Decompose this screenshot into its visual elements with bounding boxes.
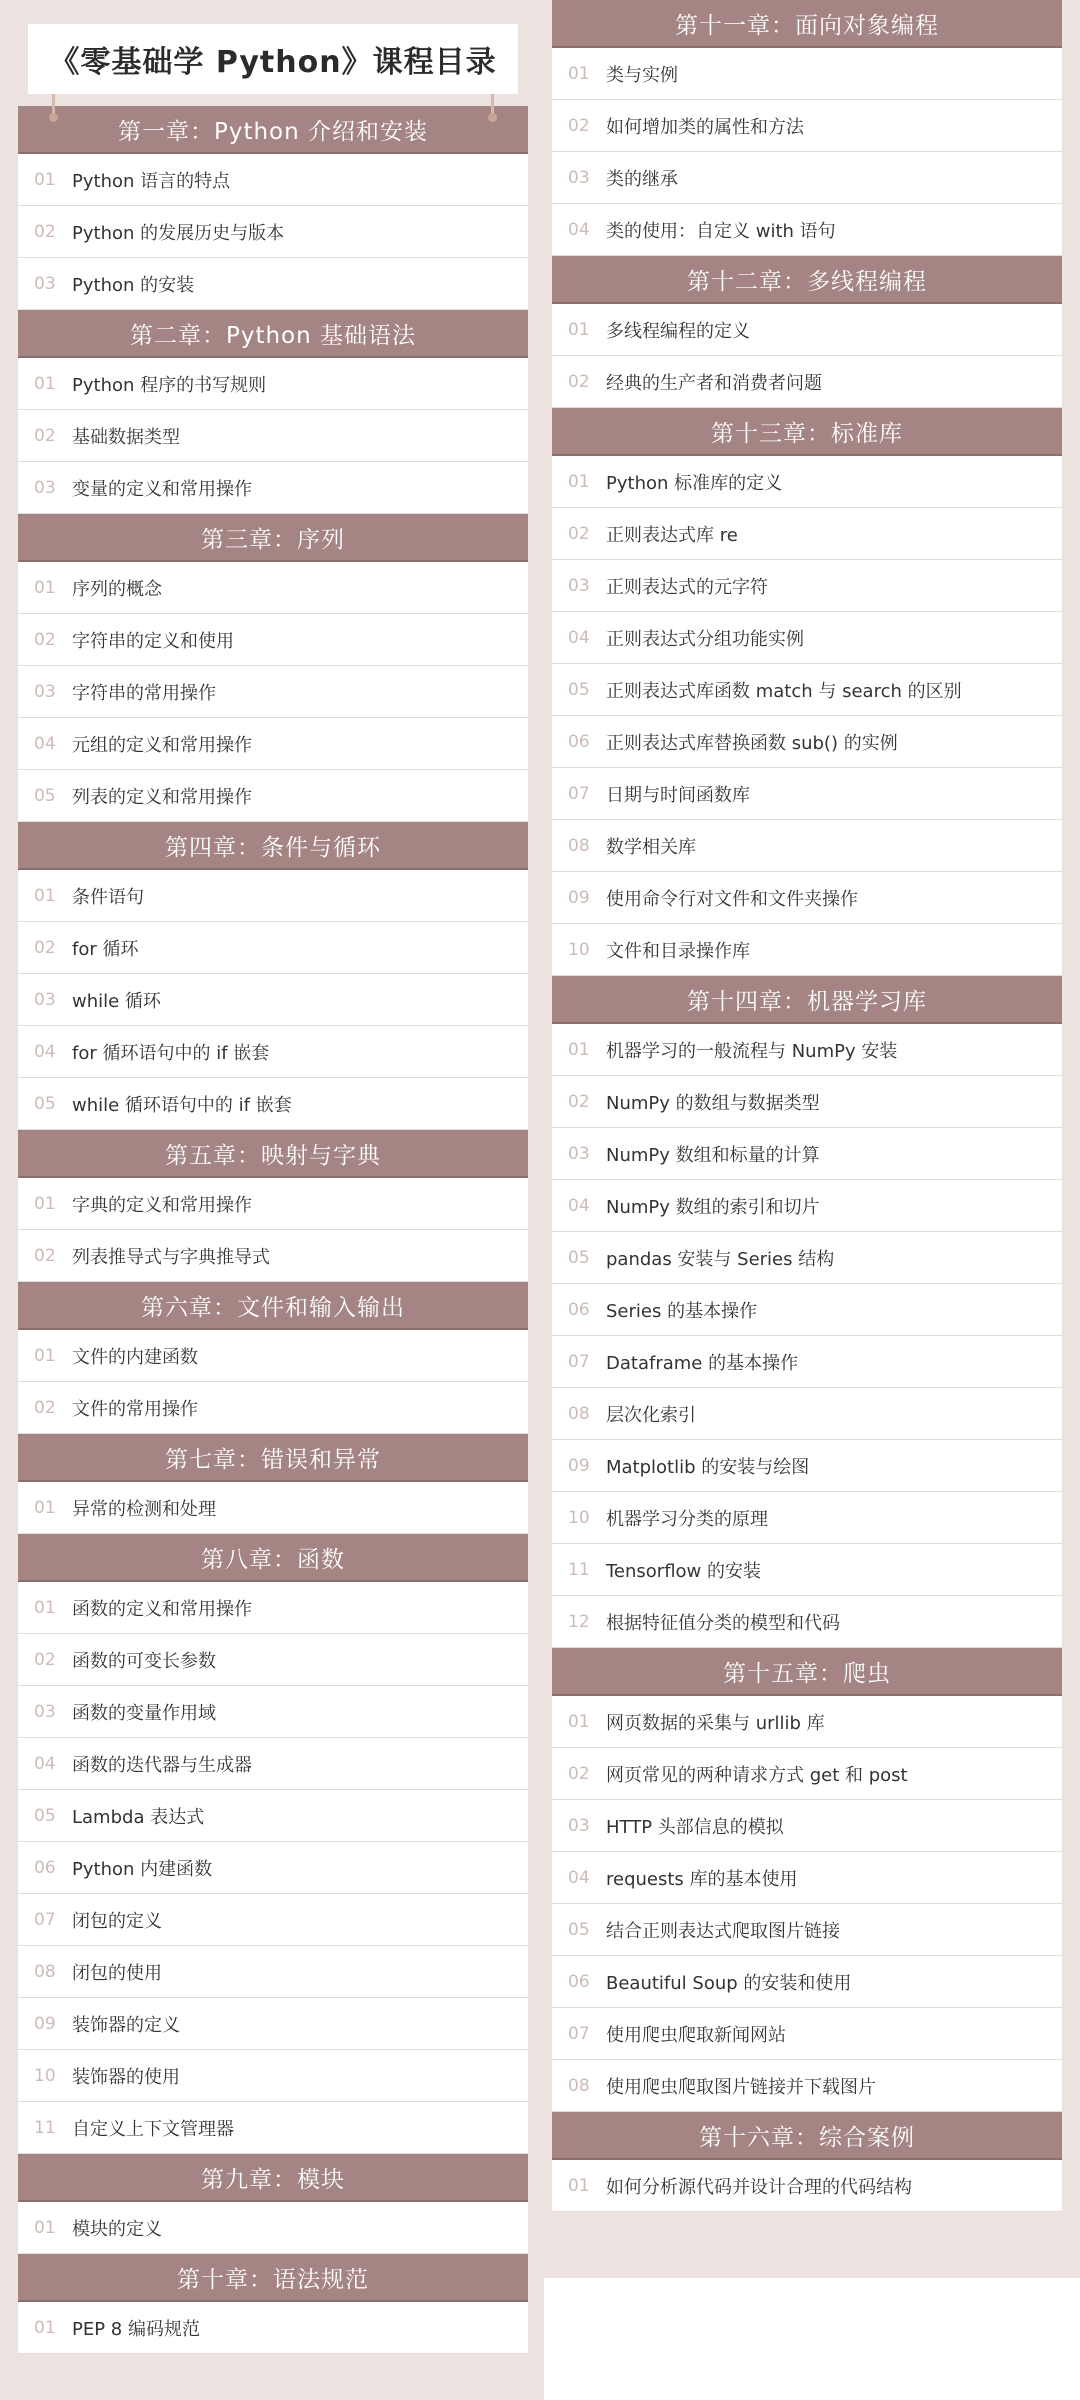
lesson-item[interactable] <box>552 100 1062 152</box>
lesson-item[interactable] <box>18 922 528 974</box>
lesson-title: PEP 8 编码规范 <box>72 2318 200 2340</box>
lesson-number: 06 <box>568 1971 590 1992</box>
lesson-item[interactable] <box>552 612 1062 664</box>
lesson-number: 03 <box>568 1815 590 1836</box>
lesson-item[interactable] <box>552 152 1062 204</box>
lesson-title: 机器学习的一般流程与 NumPy 安装 <box>606 1040 898 1062</box>
lesson-title: 结合正则表达式爬取图片链接 <box>606 1920 840 1942</box>
page-title: 《零基础学 Python》课程目录 <box>28 24 518 94</box>
lesson-title: 装饰器的定义 <box>72 2014 180 2036</box>
lesson-item[interactable] <box>18 1482 528 1534</box>
lesson-item[interactable] <box>18 1230 528 1282</box>
pin-decoration <box>491 94 494 118</box>
lesson-title: requests 库的基本使用 <box>606 1868 798 1890</box>
lesson-number: 05 <box>34 1093 56 1114</box>
lesson-item[interactable] <box>552 1284 1062 1336</box>
lesson-item[interactable] <box>18 1894 528 1946</box>
lesson-number: 04 <box>568 1867 590 1888</box>
lesson-item[interactable] <box>18 2302 528 2354</box>
chapter-header[interactable]: 第十二章：多线程编程 <box>552 256 1062 304</box>
lesson-title: Beautiful Soup 的安装和使用 <box>606 1972 852 1994</box>
lesson-title: 基础数据类型 <box>72 426 180 448</box>
lesson-item[interactable] <box>552 2060 1062 2112</box>
lesson-item[interactable] <box>552 1956 1062 2008</box>
lesson-number: 01 <box>34 2217 56 2238</box>
lesson-item[interactable] <box>18 1026 528 1078</box>
chapter-header[interactable]: 第十章：语法规范 <box>18 2254 528 2302</box>
lesson-title: 网页数据的采集与 urllib 库 <box>606 1712 825 1734</box>
lesson-number: 08 <box>34 1961 56 1982</box>
chapter-section <box>18 106 528 310</box>
lesson-number: 01 <box>34 1345 56 1366</box>
lesson-item[interactable] <box>18 666 528 718</box>
lesson-title: 如何增加类的属性和方法 <box>606 116 804 138</box>
lesson-title: NumPy 的数组与数据类型 <box>606 1092 820 1114</box>
lesson-number: 02 <box>34 937 56 958</box>
lesson-number: 01 <box>568 2175 590 2196</box>
lesson-number: 03 <box>568 575 590 596</box>
lesson-title: while 循环 <box>72 990 161 1012</box>
lesson-number: 10 <box>568 939 590 960</box>
lesson-item[interactable] <box>552 456 1062 508</box>
lesson-title: 类与实例 <box>606 64 678 86</box>
lesson-number: 01 <box>568 1711 590 1732</box>
lesson-item[interactable] <box>552 48 1062 100</box>
lesson-number: 02 <box>34 221 56 242</box>
lesson-number: 02 <box>568 1091 590 1112</box>
lesson-item[interactable] <box>18 770 528 822</box>
lesson-item[interactable] <box>18 2050 528 2102</box>
chapter-section <box>552 0 1062 256</box>
lesson-title: 闭包的定义 <box>72 1910 162 1932</box>
lesson-number: 01 <box>34 1597 56 1618</box>
lesson-item[interactable] <box>552 1336 1062 1388</box>
lesson-item[interactable] <box>552 508 1062 560</box>
lesson-title: Python 语言的特点 <box>72 170 231 192</box>
chapter-section <box>18 1534 528 2154</box>
lesson-title: 函数的定义和常用操作 <box>72 1598 252 1620</box>
lesson-item[interactable] <box>18 1634 528 1686</box>
right-chapter-list <box>552 0 1062 2212</box>
lesson-title: Tensorflow 的安装 <box>606 1560 762 1582</box>
left-chapter-list <box>18 106 528 2354</box>
chapter-header[interactable]: 第四章：条件与循环 <box>18 822 528 870</box>
lesson-title: 闭包的使用 <box>72 1962 162 1984</box>
lesson-title: for 循环语句中的 if 嵌套 <box>72 1042 270 1064</box>
lesson-title: NumPy 数组和标量的计算 <box>606 1144 820 1166</box>
lesson-title: HTTP 头部信息的模拟 <box>606 1816 784 1838</box>
lesson-title: 序列的概念 <box>72 578 162 600</box>
lesson-title: 网页常见的两种请求方式 get 和 post <box>606 1764 908 1786</box>
lesson-title: while 循环语句中的 if 嵌套 <box>72 1094 292 1116</box>
lesson-title: 根据特征值分类的模型和代码 <box>606 1612 840 1634</box>
chapter-header[interactable]: 第五章：映射与字典 <box>18 1130 528 1178</box>
lesson-number: 05 <box>34 1805 56 1826</box>
lesson-number: 04 <box>568 219 590 240</box>
lesson-item[interactable] <box>552 560 1062 612</box>
lesson-title: 函数的变量作用域 <box>72 1702 216 1724</box>
lesson-title: 元组的定义和常用操作 <box>72 734 252 756</box>
lesson-item[interactable] <box>18 614 528 666</box>
lesson-item[interactable] <box>552 304 1062 356</box>
lesson-number: 10 <box>568 1507 590 1528</box>
lesson-title: 函数的迭代器与生成器 <box>72 1754 252 1776</box>
lesson-title: 正则表达式库替换函数 sub() 的实例 <box>606 732 898 754</box>
right-column <box>552 0 1062 2212</box>
chapter-header[interactable]: 第三章：序列 <box>18 514 528 562</box>
chapter-header[interactable]: 第十三章：标准库 <box>552 408 1062 456</box>
chapter-header[interactable]: 第一章：Python 介绍和安装 <box>18 106 528 154</box>
lesson-title: 函数的可变长参数 <box>72 1650 216 1672</box>
lesson-title: 经典的生产者和消费者问题 <box>606 372 822 394</box>
lesson-item[interactable] <box>552 2160 1062 2212</box>
lesson-title: 装饰器的使用 <box>72 2066 180 2088</box>
lesson-title: 字典的定义和常用操作 <box>72 1194 252 1216</box>
lesson-item[interactable] <box>552 204 1062 256</box>
lesson-title: 使用爬虫爬取新闻网站 <box>606 2024 786 2046</box>
lesson-title: 如何分析源代码并设计合理的代码结构 <box>606 2176 912 2198</box>
chapter-section <box>18 2154 528 2254</box>
chapter-section <box>18 1434 528 1534</box>
lesson-number: 05 <box>568 1247 590 1268</box>
lesson-number: 08 <box>568 1403 590 1424</box>
lesson-number: 02 <box>568 1763 590 1784</box>
lesson-item[interactable] <box>552 924 1062 976</box>
lesson-number: 04 <box>34 1041 56 1062</box>
lesson-title: 正则表达式库函数 match 与 search 的区别 <box>606 680 962 702</box>
chapter-section <box>552 1648 1062 2112</box>
chapter-section <box>18 1282 528 1434</box>
lesson-number: 06 <box>568 731 590 752</box>
lesson-number: 06 <box>568 1299 590 1320</box>
lesson-number: 01 <box>568 471 590 492</box>
lesson-title: Python 程序的书写规则 <box>72 374 267 396</box>
chapter-header[interactable]: 第十一章：面向对象编程 <box>552 0 1062 48</box>
lesson-number: 05 <box>34 785 56 806</box>
lesson-number: 10 <box>34 2065 56 2086</box>
lesson-item[interactable] <box>552 1696 1062 1748</box>
lesson-item[interactable] <box>18 1582 528 1634</box>
lesson-number: 09 <box>568 887 590 908</box>
lesson-number: 01 <box>34 2317 56 2338</box>
lesson-number: 03 <box>568 167 590 188</box>
lesson-title: 变量的定义和常用操作 <box>72 478 252 500</box>
lesson-number: 07 <box>568 783 590 804</box>
lesson-item[interactable] <box>18 562 528 614</box>
lesson-number: 09 <box>568 1455 590 1476</box>
lesson-number: 01 <box>34 885 56 906</box>
lesson-item[interactable] <box>552 1544 1062 1596</box>
chapter-header[interactable]: 第十四章：机器学习库 <box>552 976 1062 1024</box>
lesson-title: Python 的安装 <box>72 274 195 296</box>
chapter-header[interactable]: 第二章：Python 基础语法 <box>18 310 528 358</box>
lesson-number: 09 <box>34 2013 56 2034</box>
lesson-item[interactable] <box>552 2008 1062 2060</box>
lesson-item[interactable] <box>552 1596 1062 1648</box>
lesson-number: 07 <box>34 1909 56 1930</box>
lesson-item[interactable] <box>18 2102 528 2154</box>
lesson-title: Matplotlib 的安装与绘图 <box>606 1456 810 1478</box>
chapter-section <box>18 310 528 514</box>
lesson-item[interactable] <box>552 1128 1062 1180</box>
lesson-item[interactable] <box>552 1024 1062 1076</box>
lesson-item[interactable] <box>18 1790 528 1842</box>
chapter-header[interactable]: 第十六章：综合案例 <box>552 2112 1062 2160</box>
lesson-number: 01 <box>34 1193 56 1214</box>
lesson-number: 04 <box>568 627 590 648</box>
lesson-item[interactable] <box>552 1440 1062 1492</box>
lesson-item[interactable] <box>18 718 528 770</box>
lesson-title: 异常的检测和处理 <box>72 1498 216 1520</box>
lesson-item[interactable] <box>552 1388 1062 1440</box>
lesson-title: Python 标准库的定义 <box>606 472 783 494</box>
lesson-title: Lambda 表达式 <box>72 1806 205 1828</box>
lesson-number: 05 <box>568 1919 590 1940</box>
pin-decoration <box>52 94 55 118</box>
lesson-item[interactable] <box>552 1232 1062 1284</box>
lesson-number: 08 <box>568 835 590 856</box>
chapter-section <box>18 1130 528 1282</box>
lesson-item[interactable] <box>552 1076 1062 1128</box>
chapter-section <box>18 822 528 1130</box>
lesson-item[interactable] <box>18 1178 528 1230</box>
lesson-item[interactable] <box>18 154 528 206</box>
lesson-number: 02 <box>568 371 590 392</box>
lesson-item[interactable] <box>18 974 528 1026</box>
lesson-item[interactable] <box>552 1800 1062 1852</box>
lesson-item[interactable] <box>552 1852 1062 1904</box>
lesson-item[interactable] <box>552 872 1062 924</box>
chapter-section <box>552 256 1062 408</box>
lesson-item[interactable] <box>552 820 1062 872</box>
lesson-title: 类的使用：自定义 with 语句 <box>606 220 836 242</box>
lesson-number: 04 <box>34 733 56 754</box>
lesson-number: 03 <box>34 477 56 498</box>
chapter-section <box>552 408 1062 976</box>
lesson-number: 04 <box>34 1753 56 1774</box>
lesson-number: 06 <box>34 1857 56 1878</box>
lesson-item[interactable] <box>18 1738 528 1790</box>
chapter-header[interactable]: 第九章：模块 <box>18 2154 528 2202</box>
lesson-title: 正则表达式的元字符 <box>606 576 768 598</box>
lesson-number: 03 <box>34 1701 56 1722</box>
lesson-item[interactable] <box>18 462 528 514</box>
lesson-number: 02 <box>34 425 56 446</box>
title-pins <box>18 94 528 106</box>
lesson-number: 08 <box>568 2075 590 2096</box>
lesson-title: 列表的定义和常用操作 <box>72 786 252 808</box>
lesson-number: 01 <box>568 319 590 340</box>
lesson-item[interactable] <box>18 410 528 462</box>
lesson-number: 01 <box>568 1039 590 1060</box>
lesson-number: 04 <box>568 1195 590 1216</box>
lesson-title: 文件的常用操作 <box>72 1398 198 1420</box>
lesson-number: 03 <box>34 989 56 1010</box>
lesson-number: 05 <box>568 679 590 700</box>
chapter-section <box>18 2254 528 2354</box>
lesson-number: 02 <box>568 115 590 136</box>
lesson-number: 01 <box>34 1497 56 1518</box>
left-column <box>18 0 528 2354</box>
lesson-title: 数学相关库 <box>606 836 696 858</box>
lesson-item[interactable] <box>552 1180 1062 1232</box>
lesson-item[interactable] <box>18 2202 528 2254</box>
lesson-number: 03 <box>34 681 56 702</box>
lesson-title: Series 的基本操作 <box>606 1300 758 1322</box>
lesson-title: for 循环 <box>72 938 139 960</box>
lesson-number: 01 <box>34 169 56 190</box>
lesson-item[interactable] <box>552 1492 1062 1544</box>
lesson-title: 层次化索引 <box>606 1404 696 1426</box>
lesson-number: 02 <box>34 1245 56 1266</box>
lesson-item[interactable] <box>18 206 528 258</box>
lesson-title: 字符串的常用操作 <box>72 682 216 704</box>
lesson-title: Python 内建函数 <box>72 1858 213 1880</box>
lesson-item[interactable] <box>18 358 528 410</box>
lesson-number: 07 <box>568 2023 590 2044</box>
blank-panel <box>544 2278 1080 2400</box>
lesson-item[interactable] <box>18 1946 528 1998</box>
lesson-number: 02 <box>34 1649 56 1670</box>
lesson-title: 正则表达式库 re <box>606 524 738 546</box>
lesson-title: Python 的发展历史与版本 <box>72 222 285 244</box>
lesson-number: 01 <box>568 63 590 84</box>
lesson-number: 02 <box>34 1397 56 1418</box>
lesson-title: 多线程编程的定义 <box>606 320 750 342</box>
lesson-number: 02 <box>568 523 590 544</box>
lesson-title: 字符串的定义和使用 <box>72 630 234 652</box>
lesson-title: pandas 安装与 Series 结构 <box>606 1248 835 1270</box>
lesson-item[interactable] <box>552 716 1062 768</box>
lesson-title: 使用爬虫爬取图片链接并下载图片 <box>606 2076 876 2098</box>
lesson-title: 使用命令行对文件和文件夹操作 <box>606 888 858 910</box>
lesson-item[interactable] <box>552 1904 1062 1956</box>
lesson-number: 07 <box>568 1351 590 1372</box>
chapter-header[interactable]: 第六章：文件和输入输出 <box>18 1282 528 1330</box>
lesson-item[interactable] <box>18 1686 528 1738</box>
lesson-item[interactable] <box>552 768 1062 820</box>
lesson-title: 机器学习分类的原理 <box>606 1508 768 1530</box>
lesson-title: 自定义上下文管理器 <box>72 2118 234 2140</box>
lesson-item[interactable] <box>18 1842 528 1894</box>
lesson-title: Dataframe 的基本操作 <box>606 1352 799 1374</box>
lesson-title: 条件语句 <box>72 886 144 908</box>
lesson-title: 正则表达式分组功能实例 <box>606 628 804 650</box>
chapter-section <box>18 514 528 822</box>
chapter-header[interactable]: 第七章：错误和异常 <box>18 1434 528 1482</box>
lesson-title: 列表推导式与字典推导式 <box>72 1246 270 1268</box>
lesson-number: 11 <box>568 1559 590 1580</box>
lesson-number: 12 <box>568 1611 590 1632</box>
lesson-title: 类的继承 <box>606 168 678 190</box>
lesson-number: 03 <box>568 1143 590 1164</box>
lesson-title: 模块的定义 <box>72 2218 162 2240</box>
lesson-number: 03 <box>34 273 56 294</box>
lesson-title: NumPy 数组的索引和切片 <box>606 1196 820 1218</box>
lesson-number: 02 <box>34 629 56 650</box>
lesson-item[interactable] <box>18 258 528 310</box>
lesson-title: 文件的内建函数 <box>72 1346 198 1368</box>
lesson-number: 01 <box>34 577 56 598</box>
lesson-title: 文件和目录操作库 <box>606 940 750 962</box>
lesson-item[interactable] <box>18 870 528 922</box>
lesson-item[interactable] <box>18 1998 528 2050</box>
lesson-item[interactable] <box>18 1330 528 1382</box>
lesson-item[interactable] <box>18 1382 528 1434</box>
lesson-item[interactable] <box>18 1078 528 1130</box>
chapter-section <box>552 2112 1062 2212</box>
lesson-item[interactable] <box>552 664 1062 716</box>
chapter-section <box>552 976 1062 1648</box>
lesson-number: 11 <box>34 2117 56 2138</box>
lesson-number: 01 <box>34 373 56 394</box>
lesson-item[interactable] <box>552 356 1062 408</box>
lesson-title: 日期与时间函数库 <box>606 784 750 806</box>
chapter-header[interactable]: 第八章：函数 <box>18 1534 528 1582</box>
lesson-item[interactable] <box>552 1748 1062 1800</box>
chapter-header[interactable]: 第十五章：爬虫 <box>552 1648 1062 1696</box>
